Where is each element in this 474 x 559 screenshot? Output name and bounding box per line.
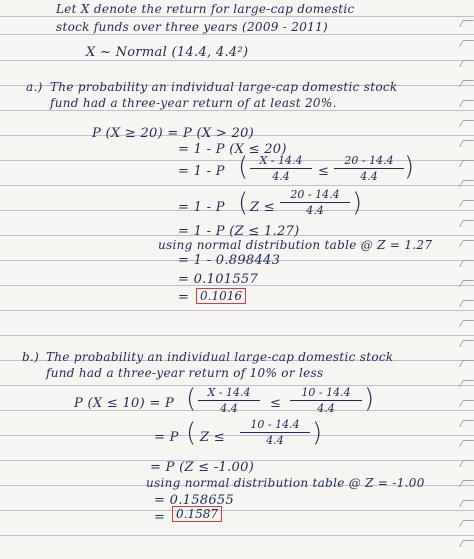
fraction-numerator: 20 - 14.4 bbox=[290, 188, 340, 201]
left-paren: ( bbox=[238, 152, 249, 182]
fraction-denominator: 4.4 bbox=[266, 434, 284, 447]
fraction-denominator: 4.4 bbox=[272, 170, 290, 183]
fraction-denominator: 4.4 bbox=[220, 402, 238, 415]
intro-line-1: Let X denote the return for large-cap domestic bbox=[56, 2, 355, 16]
fraction-numerator: 20 - 14.4 bbox=[344, 154, 394, 167]
rule-line bbox=[0, 435, 474, 436]
right-paren: ) bbox=[352, 188, 363, 218]
fraction-denominator: 4.4 bbox=[306, 204, 324, 217]
right-paren: ) bbox=[404, 152, 415, 182]
rule-line bbox=[0, 16, 474, 17]
part-a-step-4-prefix: = 1 - P bbox=[178, 200, 225, 215]
part-a-step-5: = 1 - P (Z ≤ 1.27) bbox=[178, 224, 300, 239]
part-a-step-1: P (X ≥ 20) = P (X > 20) bbox=[92, 126, 255, 141]
part-a-fraction-1 bbox=[250, 154, 312, 183]
part-b-step-2-prefix: = P bbox=[154, 430, 179, 445]
part-b-fraction-1 bbox=[198, 386, 260, 415]
part-a-step-2: = 1 - P (X ≤ 20) bbox=[178, 142, 287, 157]
left-paren: ( bbox=[238, 188, 249, 218]
left-paren: ( bbox=[186, 384, 197, 414]
fraction-numerator: 10 - 14.4 bbox=[301, 386, 351, 399]
rule-line bbox=[0, 310, 474, 311]
rule-line bbox=[0, 185, 474, 186]
part-b-statement-2: fund had a three-year return of 10% or less bbox=[46, 366, 324, 380]
right-paren: ) bbox=[364, 384, 375, 414]
part-a-step-4-fraction bbox=[280, 188, 350, 217]
rule-line bbox=[0, 60, 474, 61]
fraction-numerator: 10 - 14.4 bbox=[250, 418, 300, 431]
part-a-step-7: = 1 - 0.898443 bbox=[178, 253, 281, 268]
rule-line bbox=[0, 210, 474, 211]
part-a-inequality: ≤ bbox=[318, 164, 330, 179]
part-a-final-equals: = bbox=[178, 290, 190, 305]
part-b-step-2-fraction bbox=[240, 418, 310, 447]
left-paren: ( bbox=[186, 418, 197, 448]
part-b-label: b.) bbox=[22, 350, 40, 364]
part-a-table-note: using normal distribution table @ Z = 1.27 bbox=[158, 238, 433, 252]
fraction-numerator: X - 14.4 bbox=[259, 154, 303, 167]
fraction-denominator: 4.4 bbox=[317, 402, 335, 415]
part-b-step-5: = 0.158655 bbox=[154, 493, 235, 508]
right-paren: ) bbox=[312, 418, 323, 448]
intro-line-2: stock funds over three years (2009 - 2011) bbox=[56, 20, 328, 34]
part-b-statement-1: The probability an individual large-cap domestic stock bbox=[46, 350, 394, 364]
part-a-step-8: = 0.101557 bbox=[178, 272, 259, 287]
part-a-fraction-2 bbox=[334, 154, 404, 183]
part-a-step-4-z: Z ≤ bbox=[250, 200, 275, 215]
rule-line bbox=[0, 510, 474, 511]
fraction-denominator: 4.4 bbox=[360, 170, 378, 183]
rule-line bbox=[0, 535, 474, 536]
part-a-step-3-prefix: = 1 - P bbox=[178, 164, 225, 179]
part-b-step-3: = P (Z ≤ -1.00) bbox=[150, 460, 255, 475]
rule-line bbox=[0, 34, 474, 35]
rule-line bbox=[0, 335, 474, 336]
part-a-label: a.) bbox=[26, 80, 43, 94]
distribution-statement: X ~ Normal (14.4, 4.4²) bbox=[86, 45, 249, 60]
part-a-statement-2: fund had a three-year return of at least 20%. bbox=[50, 96, 337, 110]
part-b-step-1-prefix: P (X ≤ 10) = P bbox=[74, 396, 175, 411]
part-b-inequality: ≤ bbox=[270, 396, 282, 411]
rule-line bbox=[0, 110, 474, 111]
part-a-answer-box: 0.1016 bbox=[196, 288, 246, 304]
part-b-fraction-2 bbox=[290, 386, 362, 415]
part-b-final-equals: = bbox=[154, 510, 166, 525]
part-b-table-note: using normal distribution table @ Z = -1.00 bbox=[146, 476, 425, 490]
spiral-binding bbox=[458, 0, 474, 559]
part-b-answer-box: 0.1587 bbox=[172, 506, 222, 522]
part-a-statement-1: The probability an individual large-cap domestic stock bbox=[50, 80, 398, 94]
part-b-step-2-z: Z ≤ bbox=[200, 430, 225, 445]
fraction-numerator: X - 14.4 bbox=[207, 386, 251, 399]
